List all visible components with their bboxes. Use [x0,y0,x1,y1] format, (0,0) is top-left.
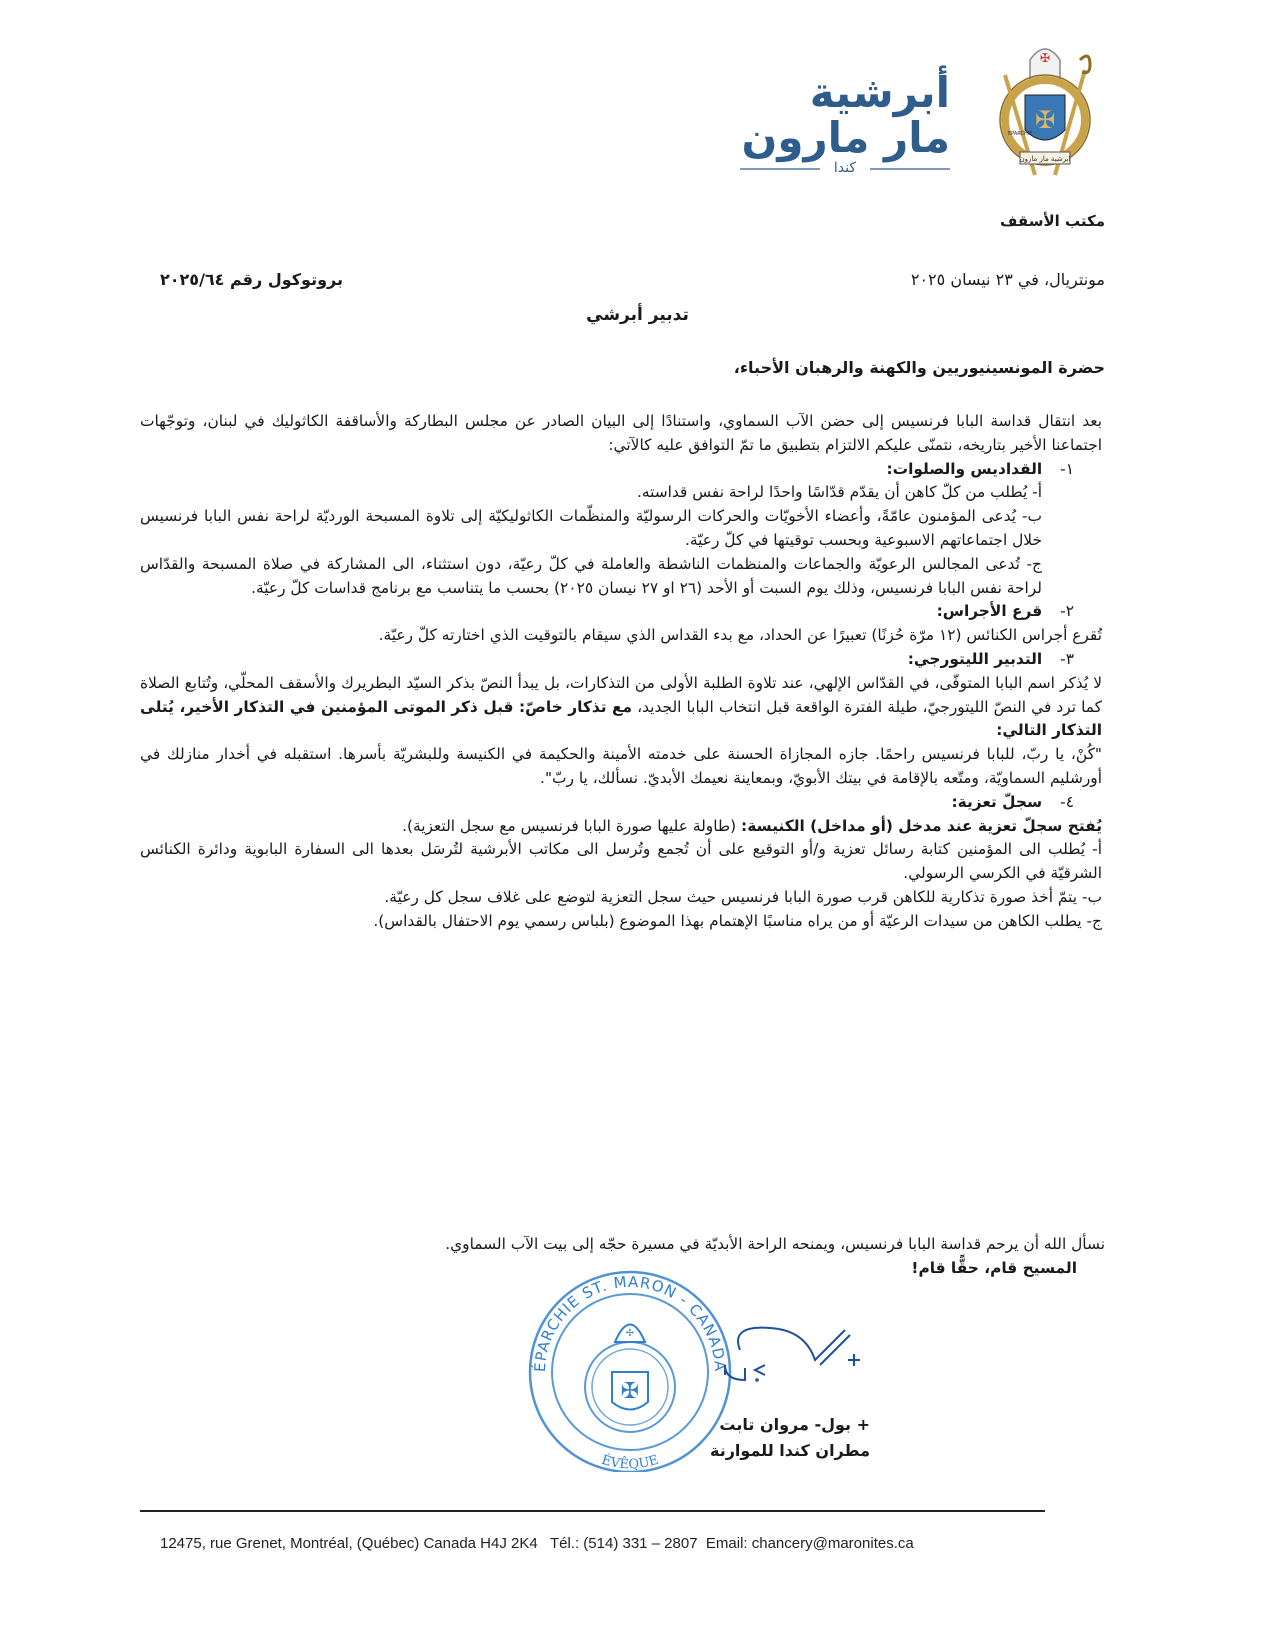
eparchy-crest-logo [990,40,1100,180]
section-number: ٢- [1060,602,1074,621]
letter-date: مونتريال، في ٢٣ نيسان ٢٠٢٥ [910,270,1105,289]
crest-banner-text: ابرشية مار مارون [1019,155,1071,163]
list-item: أ- يُطلب من كلّ كاهن أن يقدّم قدّاسًا واحدًا لراحة نفس قداسته. [637,483,1042,502]
brand-line-2: مار مارون [741,113,950,162]
office-label: مكتب الأسقف [1000,212,1105,230]
brand-line-3: كندا [740,160,950,176]
salutation: حضرة المونسينيوريين والكهنة والرهبان الأحباء، [733,358,1105,377]
section-text [140,815,1102,839]
section-heading [140,791,1102,815]
footer-contact [160,1535,914,1552]
list-item: ب- يتمّ أخذ صورة تذكارية للكاهن قرب صورة البابا فرنسيس حيث سجل التعزية لتوضع على غلاف سجل كل رعيّة. [384,887,1102,906]
eparchy-brand-wordmark [740,70,950,176]
signer-name: + بول- مروان تابت [719,1415,870,1434]
signer-title: مطران كندا للموارنة [710,1441,870,1460]
letter-body [140,410,1102,934]
svg-text:✠: ✠ [1034,106,1056,134]
signer-block [710,1412,870,1464]
svg-text:ÉVÊQUE [600,1452,661,1472]
footer-phone: Tél.: (514) 331 – 2807 [549,1535,698,1552]
protocol-number: بروتوكول رقم ٢٠٢٥/٦٤ [160,270,343,289]
section-title: القداديس والصلوات: [886,459,1043,478]
section-text [140,672,1102,743]
section-title: قرع الأجراس: [936,602,1043,621]
commemoration-prayer: "كُنْ، يا ربّ، للبابا فرنسيس راحمًا. جازه المجازاة الحسنة على خدمته الأمينة والحكيمة في الكنيسة وللبشريّة بأسرها. استقبله في أخدار منازلك في أورشليم السماويّة، ومتّعه بالإقامة في بيتك الأبويّ، وبمعاينة نعيمك الأبديّ. نسألك، يا ربّ". [140,745,1102,787]
closing-prayer: نسأل الله أن يرحم قداسة البابا فرنسيس، ويمنحه الراحة الأبديّة في مسيرة حجّه إلى بيت الآب السماوي. [445,1235,1105,1253]
section-heading [140,458,1102,482]
condolence-book-note: يُفتح سجلّ تعزية عند مدخل (أو مداخل) الكنيسة: [741,816,1102,835]
svg-text:✠: ✠ [1039,51,1051,65]
condolence-table-note: (طاولة عليها صورة البابا فرنسيس مع سجل التعزية). [402,816,737,835]
stamp-ring-top-text: ÉPARCHIE ST. MARON - CANADA [530,1272,730,1373]
special-commemoration: مع تذكار خاصّ: قبل ذكر الموتى المؤمنين في التذكار الأخير، يُتلى التذكار التالي: [140,697,1102,740]
liturgical-text: لا يُذكر اسم البابا المتوفّى، في القدّاس الإلهي، عند تلاوة الطلبة الأولى من التذكارات، بل يبدأ النصّ بذكر السيّد البطريرك والأسقف المحلّي، وتُتابع الصلاة كما ترد في النصّ الليتورجيّ، طيلة الفترة الواقعة قبل انتخاب البابا الجديد، [140,673,1102,716]
list-item: ج- تُدعى المجالس الرعويّة والجماعات والمنظمات الناشطة والعاملة في كلّ رعيّة، دون استثناء، الى المشاركة في صلاة المسبحة والقدّاس لراحة نفس البابا فرنسيس، وذلك يوم السبت أو الأحد (٢٦ او ٢٧ نيسان ٢٠٢٥) بحسب ما يتناسب مع برنامج قداسات كلّ رعيّة. [140,554,1042,597]
handwritten-signature [720,1320,870,1390]
svg-text:✠: ✠ [620,1379,640,1404]
section-number: ٣- [1060,649,1074,668]
footer-address: 12475, rue Grenet, Montréal, (Québec) Canada H4J 2K4 [160,1535,538,1552]
stamp-ring-bottom-text: ÉVÊQUE [599,1452,661,1472]
section-title: التدبير الليتورجي: [907,649,1043,668]
official-stamp [520,1262,740,1472]
footer-email: Email: chancery@maronites.ca [705,1535,914,1552]
list-item: ج- يطلب الكاهن من سيدات الرعيّة أو من يراه مناسبًا الإهتمام بهذا الموضوع (بلباس رسمي يوم الاحتفال بالقداس). [373,911,1102,930]
section-number: ١- [1060,459,1074,478]
letter-subject: تدبير أبرشي [586,305,689,325]
crest-ring-text: EPARCHIE [1008,131,1033,137]
footer-divider [140,1510,1045,1512]
section-heading [140,600,1102,624]
list-item: ب- يُدعى المؤمنون عامّةً، وأعضاء الأخويّات والحركات الرسوليّة والمنظّمات الكاثوليكيّة إلى تلاوة المسبحة الورديّة لراحة نفس البابا فرنسيس خلال اجتماعاتهم الاسبوعية وبحسب توقيتها في كلّ رعيّة. [140,507,1042,549]
section-number: ٤- [1060,792,1074,811]
brand-line-1: أبرشية [809,68,950,117]
section-title: سجلّ تعزية: [951,792,1043,811]
svg-text:ÉPARCHIE ST. MARON - CANADA [530,1273,729,1373]
intro-paragraph: بعد انتقال قداسة البابا فرنسيس إلى حضن الآب السماوي، واستنادًا إلى البيان الصادر عن مجلس البطاركة والأساقفة الكاثوليك في لبنان، وتوجّهات اجتماعنا الأخير بتاريخه، نتمنّى عليكم الالتزام بتطبيق ما تمّ التوافق عليه كالآتي: [140,412,1102,454]
section-heading [140,648,1102,672]
section-text: تُقرع أجراس الكنائس (١٢ مرّة حُزنًا) تعبيرًا عن الحداد، مع بدء القداس الذي سيقام بالتوقيت الذي اختارته كلّ رعيّة. [378,626,1102,645]
easter-greeting: المسيح قام، حقًّا قام! [911,1259,1077,1277]
list-item: أ- يُطلب الى المؤمنين كتابة رسائل تعزية و/أو التوقيع على أن تُجمع وتُرسل الى مكاتب الأبرشية لتُرسَل بعدها الى السفارة البابوية ودائرة الكنائس الشرقيّة في الكرسي الرسولي. [140,840,1102,883]
svg-text:✢: ✢ [625,1328,635,1339]
